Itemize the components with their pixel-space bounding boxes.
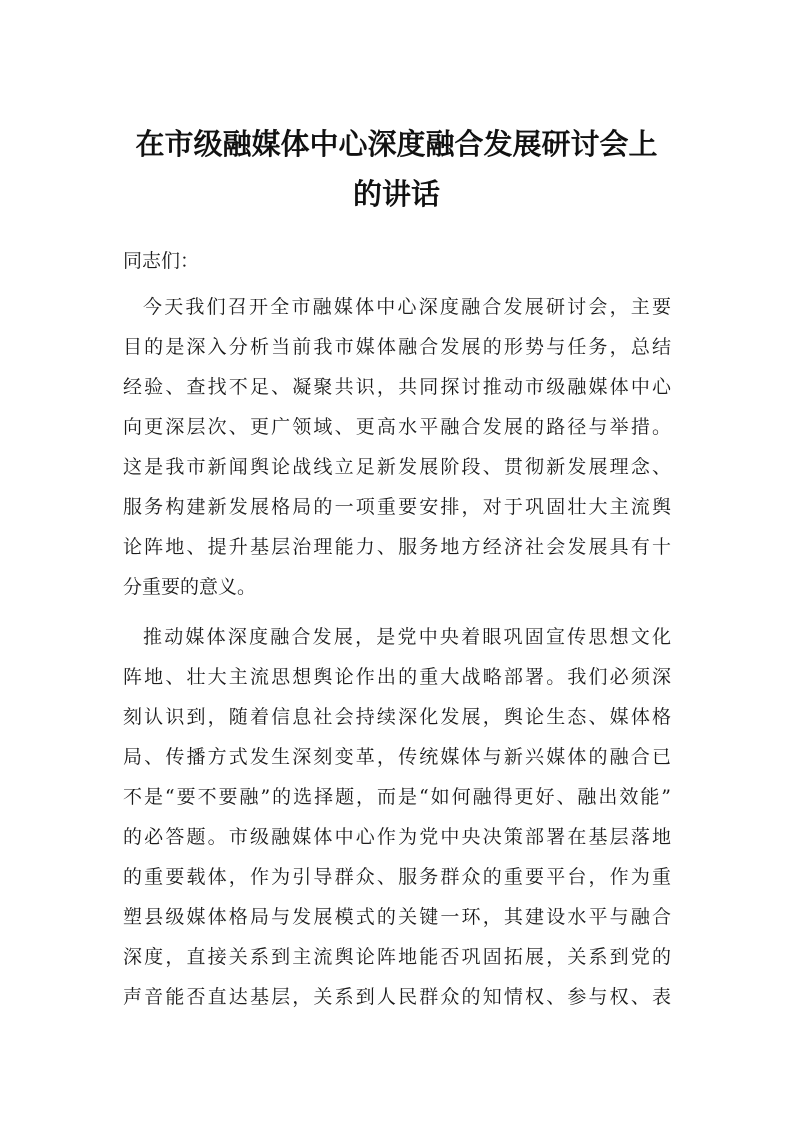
paragraph-2-line: 推动媒体深度融合发展，是党中央着眼巩固宣传思想文化 (143, 626, 671, 648)
paragraph-1-line: 服务构建新发展格局的一项重要安排，对于巩固壮大主流舆 (123, 496, 671, 518)
paragraph-1-line: 论阵地、提升基层治理能力、服务地方经济社会发展具有十 (123, 536, 671, 558)
paragraph-1-line: 目的是深入分析当前我市媒体融合发展的形势与任务，总结 (123, 336, 671, 358)
paragraph-2-line: 不是“要不要融”的选择题，而是“如何融得更好、融出效能” (123, 786, 671, 808)
paragraph-1-line: 今天我们召开全市融媒体中心深度融合发展研讨会，主要 (143, 296, 671, 318)
document-title-line-2: 的讲话 (352, 177, 440, 211)
document-title-line-1: 在市级融媒体中心深度融合发展研讨会上 (135, 127, 658, 161)
paragraph-1-line: 分重要的意义。 (123, 576, 257, 598)
paragraph-2-line: 的必答题。市级融媒体中心作为党中央决策部署在基层落地 (123, 826, 671, 848)
paragraph-1-line: 经验、查找不足、凝聚共识，共同探讨推动市级融媒体中心 (123, 376, 671, 398)
paragraph-2-line: 深度，直接关系到主流舆论阵地能否巩固拓展，关系到党的 (123, 946, 671, 968)
paragraph-2-line: 塑县级媒体格局与发展模式的关键一环，其建设水平与融合 (123, 906, 671, 928)
paragraph-2-line: 局、传播方式发生深刻变革，传统媒体与新兴媒体的融合已 (123, 746, 671, 768)
paragraph-2-line: 阵地、壮大主流思想舆论作出的重大战略部署。我们必须深 (123, 666, 671, 688)
paragraph-2-line: 的重要载体，作为引导群众、服务群众的重要平台，作为重 (123, 866, 671, 888)
paragraph-1-line: 向更深层次、更广领域、更高水平融合发展的路径与举措。 (123, 416, 671, 438)
paragraph-2-line: 声音能否直达基层，关系到人民群众的知情权、参与权、表 (123, 986, 671, 1008)
salutation: 同志们： (123, 250, 200, 272)
paragraph-1-line: 这是我市新闻舆论战线立足新发展阶段、贯彻新发展理念、 (123, 456, 671, 478)
paragraph-2-line: 刻认识到，随着信息社会持续深化发展，舆论生态、媒体格 (123, 706, 671, 728)
